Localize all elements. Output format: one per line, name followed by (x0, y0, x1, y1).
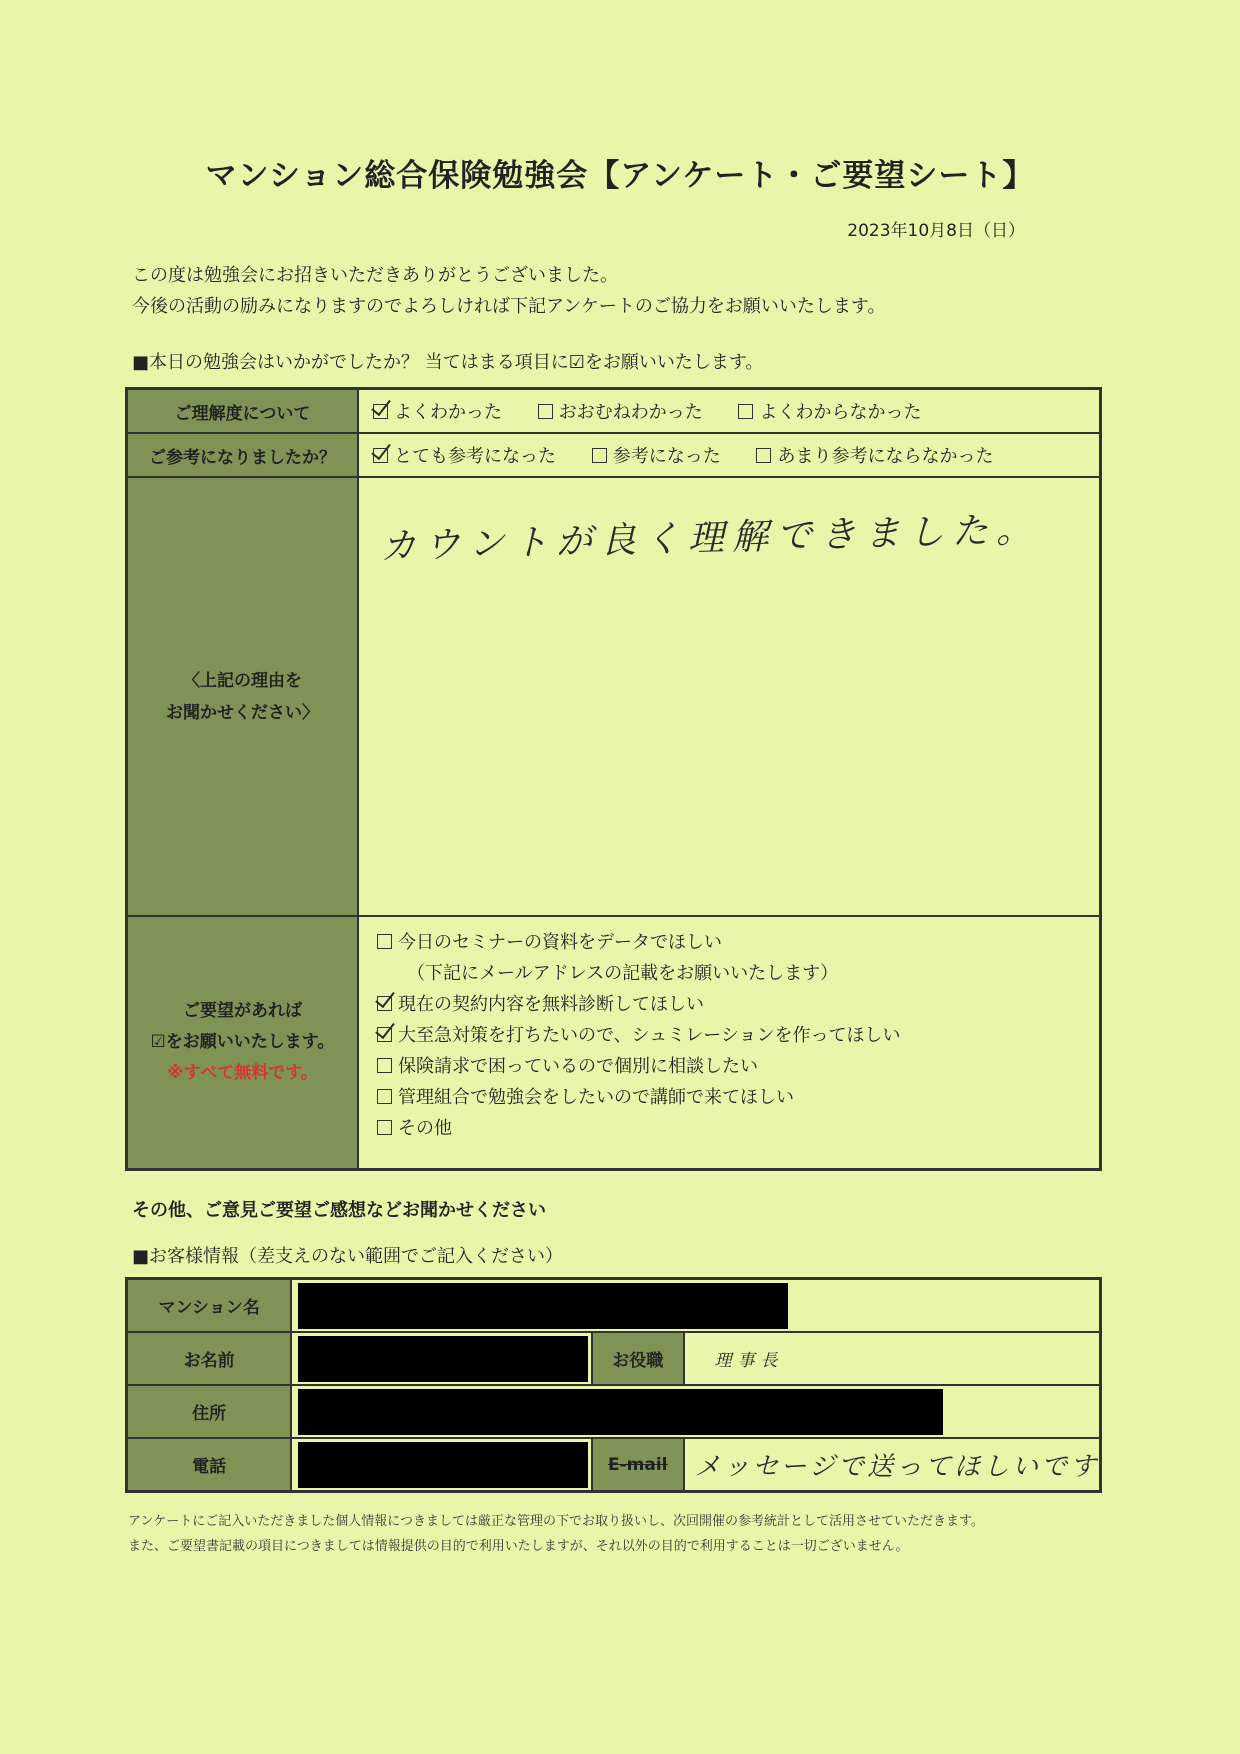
request-item[interactable]: 保険請求で困っているので個別に相談したい (377, 1051, 1099, 1082)
checkbox-checked[interactable] (373, 448, 388, 463)
understanding-options (358, 389, 1101, 434)
note-line: アンケートにご記入いただきました個人情報につきましては厳正な管理の下でお取り扱いし、次回開催の参考統計として活用させていただきます。 (128, 1514, 984, 1529)
intro-line: この度は勉強会にお招きいただきありがとうございました。 (132, 265, 618, 286)
checkbox[interactable] (538, 404, 553, 419)
redaction-bar (298, 1336, 588, 1382)
request-item[interactable]: 管理組合で勉強会をしたいので講師で来てほしい (377, 1082, 1099, 1113)
checkbox-checked[interactable] (373, 404, 388, 419)
phone-row (127, 1438, 1101, 1492)
privacy-notes (128, 1509, 984, 1559)
name-label: お名前 (127, 1332, 292, 1385)
request-item[interactable]: 大至急対策を打ちたいので、シュミレーションを作ってほしい (377, 1020, 1099, 1051)
checkbox[interactable] (738, 404, 753, 419)
request-item[interactable]: その他 (377, 1113, 1099, 1144)
understanding-row (127, 389, 1101, 434)
customer-table (125, 1277, 1102, 1493)
phone-label: 電話 (127, 1438, 292, 1492)
email-field[interactable]: メッセージで送ってほしいです (684, 1438, 1101, 1492)
option-helpful[interactable]: 参考になった (592, 442, 721, 468)
checkbox-checked[interactable] (377, 1027, 392, 1042)
address-row (127, 1385, 1101, 1438)
address-field[interactable] (291, 1385, 1100, 1438)
note-line: また、ご要望書記載の項目につきましては情報提供の目的で利用いたしますが、それ以外の目的で利用することは一切ございません。 (128, 1539, 909, 1554)
requests-label: ご要望があれば ☑をお願いいたします。 ※すべて無料です。 (127, 916, 359, 1170)
name-row (127, 1332, 1101, 1385)
request-subnote: （下記にメールアドレスの記載をお願いいたします） (407, 963, 839, 984)
option-not-helpful[interactable]: あまり参考にならなかった (756, 442, 993, 468)
checkbox[interactable] (377, 1089, 392, 1104)
intro-line: 今後の活動の励みになりますのでよろしければ下記アンケートのご協力をお願いいたします。 (132, 296, 886, 317)
customer-heading: ■お客様情報（差支えのない範囲でご記入ください） (132, 1246, 564, 1267)
checkbox[interactable] (377, 1120, 392, 1135)
free-note: ※すべて無料です。 (167, 1063, 318, 1083)
reference-row (127, 433, 1101, 477)
checkbox[interactable] (756, 448, 771, 463)
comments-heading: その他、ご意見ご要望ご感想などお聞かせください (132, 1200, 546, 1221)
redaction-bar (298, 1283, 788, 1329)
reference-label: ご参考になりましたか？ (127, 433, 359, 477)
option-very-helpful[interactable]: とても参考になった (373, 442, 556, 468)
option-not-understood[interactable]: よくわからなかった (738, 398, 921, 424)
reason-label: 〈上記の理由を お聞かせください〉 (127, 477, 359, 916)
option-mostly-understood[interactable]: おおむねわかった (538, 398, 703, 424)
request-item[interactable]: 今日のセミナーの資料をデータでほしい (377, 927, 1099, 958)
intro-text (132, 260, 885, 322)
question-instruction: ■本日の勉強会はいかがでしたか？ 当てはまる項目に☑をお願いいたします。 (132, 352, 764, 373)
understanding-label: ご理解度について (127, 389, 359, 434)
email-label: E-mail (592, 1438, 684, 1492)
role-field[interactable]: 理事長 (684, 1332, 1101, 1385)
option-well-understood[interactable]: よくわかった (373, 398, 502, 424)
page-title: マンション総合保険勉強会【アンケート・ご要望シート】 (205, 158, 1035, 194)
mansion-label: マンション名 (127, 1279, 292, 1333)
redaction-bar (298, 1442, 588, 1488)
requests-row (127, 916, 1101, 1170)
request-item[interactable]: 現在の契約内容を無料診断してほしい (377, 989, 1099, 1020)
checkbox-checked[interactable] (377, 996, 392, 1011)
event-date: 2023年10月8日（日） (847, 221, 1025, 241)
reason-handwritten: カウントが良く理解できました。 (379, 509, 1041, 568)
role-label: お役職 (592, 1332, 684, 1385)
checkbox[interactable] (377, 1058, 392, 1073)
requests-list (358, 916, 1101, 1170)
name-field[interactable] (291, 1332, 592, 1385)
redaction-bar (298, 1389, 943, 1435)
phone-field[interactable] (291, 1438, 592, 1492)
address-label: 住所 (127, 1385, 292, 1438)
mansion-row (127, 1279, 1101, 1333)
reference-options (358, 433, 1101, 477)
checkbox[interactable] (592, 448, 607, 463)
mansion-field[interactable] (291, 1279, 1100, 1333)
checkbox[interactable] (377, 934, 392, 949)
